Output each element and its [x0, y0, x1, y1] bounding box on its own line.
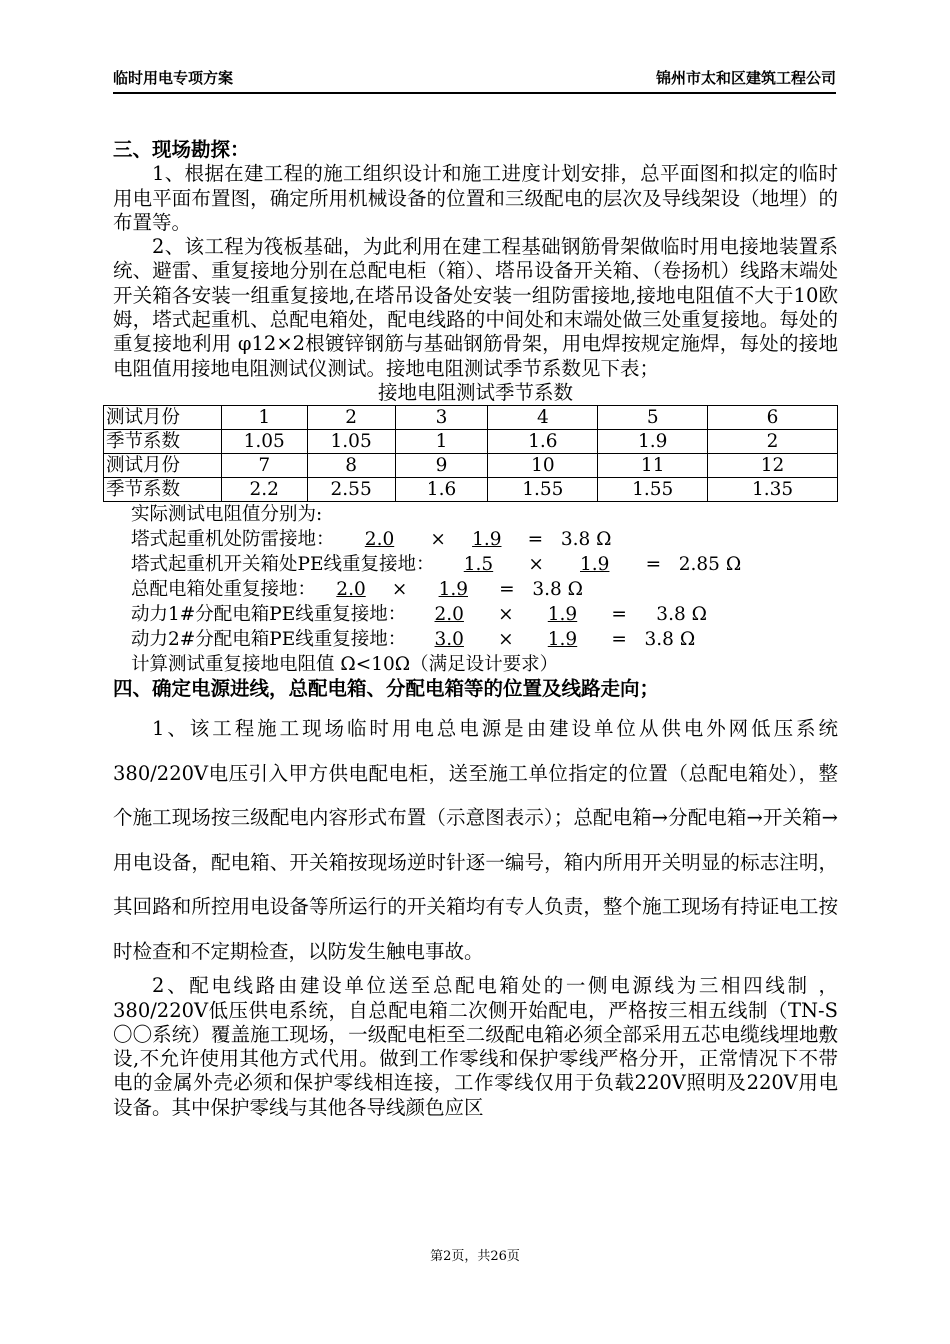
measurement-result: 3.8 Ω: [644, 628, 696, 650]
measurement-value-b: 1.9: [438, 578, 468, 600]
page-footer: 第2页，共26页: [430, 1249, 520, 1264]
table-cell: 1.6: [395, 477, 488, 501]
measurement-result: 3.8 Ω: [656, 603, 707, 625]
table-cell: 11: [598, 453, 708, 477]
measurement-item: 塔式起重机开关箱处PE线重复接地： 1.5 × 1.9 = 2.85 Ω: [131, 553, 742, 575]
table-cell: 8: [307, 453, 395, 477]
section4-paragraph-1: 1、该工程施工现场临时用电总电源是由建设单位从供电外网低压系统380/220V电压引入甲方供电配电柜，送至施工单位指定的位置（总配电箱处），整个施工现场按三级配电内容形式布置（示意图表示）；总配电箱→分配电箱→开关箱→用电设备，配电箱、开关箱按现场逆时针逐一编号，箱内所用开关明显的标志注明，其回路和所控用电设备等所运行的开关箱均有专人负责，整个施工现场有持证电工按时检查和不定期检查，以防发生触电事故。: [113, 717, 838, 963]
table-cell: 2.55: [307, 477, 395, 501]
page-header: [113, 64, 836, 94]
measurement-result: 3.8 Ω: [560, 528, 612, 550]
table-row: [104, 453, 838, 477]
measurement-value-a: 1.5: [463, 553, 494, 575]
table-cell: 1.55: [488, 477, 598, 501]
table-cell: 1.9: [598, 429, 708, 453]
measurement-label: 塔式起重机开关箱处PE线重复接地：: [131, 553, 435, 575]
table-cell: 1: [221, 405, 307, 429]
table-cell: 3: [395, 405, 488, 429]
table-caption: 接地电阻测试季节系数: [377, 380, 573, 404]
table-cell: 1.05: [307, 429, 395, 453]
table-cell: 季节系数: [104, 477, 222, 501]
table-cell: 12: [708, 453, 838, 477]
table-row: [104, 477, 838, 501]
measurement-value-a: 2.0: [434, 603, 464, 625]
table-row: [104, 405, 838, 429]
table-cell: 1.6: [488, 429, 598, 453]
measurement-list: [113, 502, 838, 677]
measurement-intro: 实际测试电阻值分别为:: [131, 503, 323, 525]
table-cell: 1.05: [221, 429, 307, 453]
measurement-value-b: 1.9: [547, 628, 578, 650]
table-cell: 1.55: [598, 477, 708, 501]
page-content: [106, 138, 838, 1120]
measurement-result: 2.85 Ω: [678, 553, 742, 575]
table-cell: 2.2: [221, 477, 307, 501]
table-cell: 1.35: [708, 477, 838, 501]
section3-paragraph-2: 2、该工程为筏板基础，为此利用在建工程基础钢筋骨架做临时用电接地装置系统、避雷、重复接地分别在总配电柜（箱）、塔吊设备开关箱、（卷扬机）线路末端处开关箱各安装一组重复接地,在塔吊设备处安装一组防雷接地,接地电阻值不大于10欧姆，塔式起重机、总配电箱处，配电线路的中间处和末端处做三处重复接地。每处的重复接地利用 φ12×2根镀锌钢筋与基础钢筋骨架，用电焊按规定施焊，每处的接地电阻值用接地电阻测试仪测试。接地电阻测试季节系数见下表；: [113, 235, 838, 380]
measurement-item: 动力2#分配电箱PE线重复接地： 3.0 × 1.9 = 3.8 Ω: [131, 628, 696, 650]
measurement-label: 塔式起重机处防雷接地：: [131, 528, 335, 550]
measurement-label: 动力1#分配电箱PE线重复接地：: [131, 603, 407, 625]
table-cell: 9: [395, 453, 488, 477]
table-cell: 2: [708, 429, 838, 453]
table-cell: 4: [488, 405, 598, 429]
measurement-conclusion: 计算测试重复接地电阻值 Ω<10Ω（满足设计要求）: [131, 653, 559, 675]
table-cell: 10: [488, 453, 598, 477]
table-cell: 5: [598, 405, 708, 429]
measurement-item: 总配电箱处重复接地： 2.0 × 1.9 = 3.8 Ω: [131, 578, 583, 600]
table-cell: 6: [708, 405, 838, 429]
measurement-item: 塔式起重机处防雷接地： 2.0 × 1.9 = 3.8 Ω: [131, 528, 612, 550]
measurement-value-a: 3.0: [434, 628, 464, 650]
season-coefficient-table: [103, 405, 838, 502]
measurement-value-a: 2.0: [364, 528, 395, 550]
measurement-label: 动力2#分配电箱PE线重复接地：: [131, 628, 407, 650]
section4-heading: 四、确定电源进线，总配电箱、分配电箱等的位置及线路走向；: [113, 676, 660, 700]
table-cell: 2: [307, 405, 395, 429]
measurement-value-b: 1.9: [472, 528, 502, 550]
header-doc-title: 临时用电专项方案: [113, 69, 234, 87]
measurement-item: 动力1#分配电箱PE线重复接地： 2.0 × 1.9 = 3.8 Ω: [131, 603, 707, 625]
table-cell: 测试月份: [104, 453, 222, 477]
measurement-value-b: 1.9: [580, 553, 610, 575]
measurement-label: 总配电箱处重复接地：: [131, 578, 317, 600]
table-cell: 季节系数: [104, 429, 222, 453]
section3-paragraph-1: 1、根据在建工程的施工组织设计和施工进度计划安排，总平面图和拟定的临时用电平面布置图，确定所用机械设备的位置和三级配电的层次及导线架设（地埋）的布置等。: [113, 162, 838, 234]
table-cell: 测试月份: [104, 405, 222, 429]
measurement-value-a: 2.0: [336, 578, 366, 600]
table-cell: 1: [395, 429, 488, 453]
header-company-name: 锦州市太和区建筑工程公司: [655, 69, 836, 87]
measurement-result: 3.8 Ω: [532, 578, 583, 600]
measurement-value-b: 1.9: [547, 603, 578, 625]
section4-paragraph-2: 2、配电线路由建设单位送至总配电箱处的一侧电源线为三相四线制 ，380/220V低压供电系统，自总配电箱二次侧开始配电，严格按三相五线制（TN-S〇〇系统）覆盖施工现场，一级配电柜至二级配电箱必须全部采用五芯电缆线埋地敷设,不允许使用其他方式代用。做到工作零线和保护零线严格分开，正常情况下不带电的金属外壳必须和保护零线相连接，工作零线仅用于负载220V照明及220V用电设备。其中保护零线与其他各导线颜色应区: [113, 974, 838, 1119]
table-cell: 7: [221, 453, 307, 477]
section3-heading: 三、现场勘探：: [113, 138, 250, 161]
table-row: [104, 429, 838, 453]
